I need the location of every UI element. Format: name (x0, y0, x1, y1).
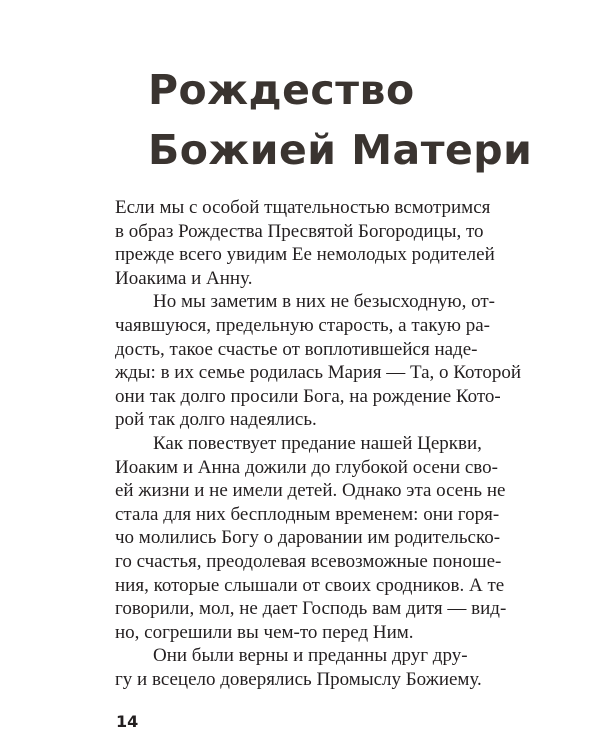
text-line: но, согрешили вы чем-то перед Ним. (115, 621, 414, 643)
text-line: они так долго просили Бога, на рождение Кото- (115, 385, 501, 407)
text-line: говорили, мол, не дает Господь вам дитя — вид- (115, 598, 507, 620)
text-line: Они были верны и преданны друг дру- (153, 645, 468, 667)
text-line: Иоаким и Анна дожили до глубокой осени сво- (115, 456, 498, 478)
chapter-title-line-1: Рождество (148, 66, 415, 114)
text-line: Как повествует предание нашей Церкви, (153, 432, 482, 454)
text-line: жды: в их семье родилась Мария — Та, о Которой (115, 362, 521, 384)
text-line: чаявшуюся, предельную старость, а такую ра- (115, 314, 490, 336)
text-line: ей жизни и не имели детей. Однако эта осень не (115, 480, 506, 502)
text-line: дость, такое счастье от воплотившейся наде- (115, 338, 478, 360)
text-line: Но мы заметим в них не безысходную, от- (153, 291, 495, 313)
text-line: стала для них бесплодным временем: они горя- (115, 503, 500, 525)
text-line: прежде всего увидим Ее немолодых родителей (115, 244, 495, 266)
text-line: в образ Рождества Пресвятой Богородицы, то (115, 220, 484, 242)
text-line: гу и всецело доверялись Промыслу Божиему. (115, 668, 482, 690)
text-line: Иоакима и Анну. (115, 267, 253, 289)
text-line: ния, которые слышали от своих сродников. А те (115, 574, 505, 596)
text-line: рой так долго надеялись. (115, 409, 317, 431)
text-line: чо молились Богу о даровании им родительско- (115, 527, 501, 549)
body-text (115, 196, 600, 691)
text-line: Если мы с особой тщательностью всмотримся (115, 197, 491, 218)
chapter-title-line-2: Божией Матери (148, 126, 533, 174)
page-number: 14 (116, 712, 139, 731)
chapter-title (148, 60, 532, 180)
text-line: го счастья, преодолевая всевозможные поноше- (115, 550, 502, 572)
